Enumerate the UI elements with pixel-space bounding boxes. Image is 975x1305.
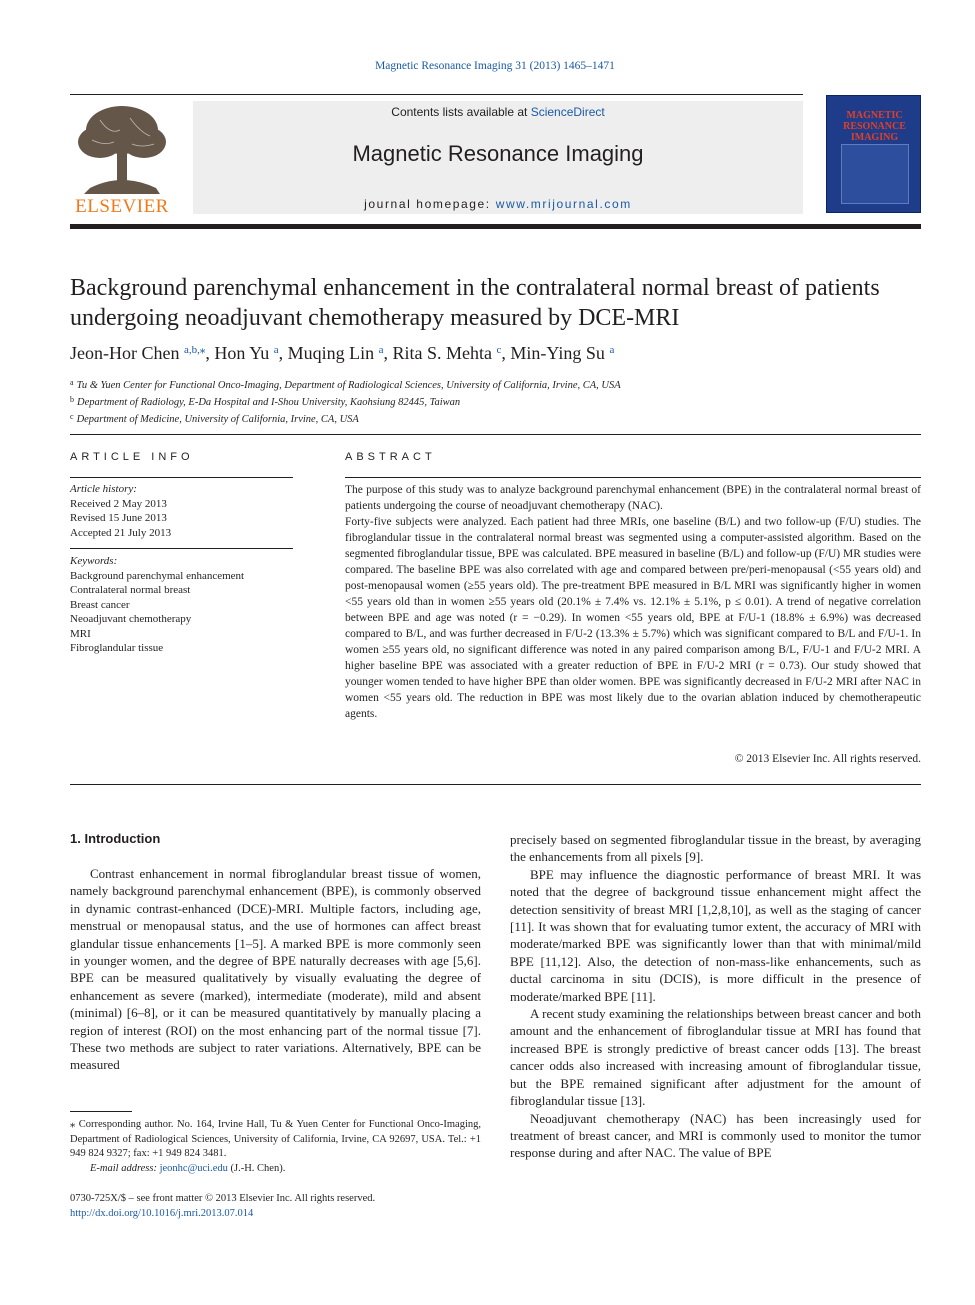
header-thick-rule bbox=[70, 224, 921, 229]
keyword-item: MRI bbox=[70, 627, 91, 640]
author-name[interactable]: Jeon-Hor Chen bbox=[70, 343, 180, 363]
page-footer bbox=[70, 1192, 570, 1221]
keyword-item: Fibroglandular tissue bbox=[70, 642, 164, 654]
author-affiliation-marker[interactable]: a bbox=[378, 344, 384, 356]
keyword-item: Background parenchymal enhancement bbox=[70, 569, 245, 582]
email-line bbox=[70, 1162, 481, 1177]
author-affiliation-marker[interactable]: a bbox=[273, 344, 279, 356]
journal-citation[interactable]: Magnetic Resonance Imaging 31 (2013) 1465–1471 bbox=[375, 60, 615, 72]
body-column-right bbox=[510, 831, 921, 1162]
author-separator: , bbox=[383, 343, 393, 363]
body-paragraph: A recent study examining the relationships between breast cancer and both amount and the enhancement of fibroglandular tissue at MRI has found that increased BPE is strongly predictive of breast cancer odds [13]. The breast cancer odds also increased with increasing amount of fibroglandular tissue, but the BPE remained significant after adjustment for the amount of fibroglandular tissue [13]. bbox=[510, 1006, 921, 1109]
journal-cover-image[interactable] bbox=[826, 95, 921, 213]
introduction-heading: 1. Introduction bbox=[70, 831, 161, 846]
email-suffix: (J.-H. Chen). bbox=[227, 1162, 286, 1174]
affiliation-marker: a bbox=[70, 378, 74, 387]
article-history bbox=[70, 482, 295, 540]
journal-title: Magnetic Resonance Imaging bbox=[352, 141, 644, 166]
body-paragraph: Neoadjuvant chemotherapy (NAC) has been increasingly used for treatment of breast cancer, and MRI is commonly used to monitor the tumor response during and after NAC. The value of BPE bbox=[510, 1110, 921, 1161]
affiliation-item bbox=[70, 376, 921, 393]
author-affiliation-marker[interactable]: a bbox=[609, 344, 615, 356]
author-name[interactable]: Rita S. Mehta bbox=[392, 343, 493, 363]
author-name[interactable]: Muqing Lin bbox=[287, 343, 375, 363]
history-item: Revised 15 June 2013 bbox=[70, 512, 167, 524]
keywords-label: Keywords: bbox=[70, 555, 118, 567]
keyword-list bbox=[70, 554, 295, 656]
body-paragraph: BPE may influence the diagnostic performance of breast MRI. It was noted that the degree of background tissue enhancement might affect the detection sensitivity of breast MRI [1,2,8,10], as well as the staging of cancer [11]. It was shown that for evaluating tumor extent, the accuracy of MRI with moderate/marked BPE was significantly lower than that with minimal/mild BPE [11,12]. Also, the detection of non-mass-like enhancements, such as ductal carcinoma in situ (DCIS), is more difficult in the presence of moderate/marked BPE [11]. bbox=[510, 866, 921, 1004]
homepage-prefix: journal homepage: bbox=[364, 197, 496, 211]
author-separator: , bbox=[278, 343, 288, 363]
article-title: Background parenchymal enhancement in the contralateral normal breast of patients undergoing neoadjuvant chemotherapy measured by DCE-MRI bbox=[70, 275, 880, 331]
body-column-left bbox=[70, 865, 481, 1074]
author-affiliation-marker[interactable]: c bbox=[496, 344, 502, 356]
abstract-paragraph: Forty-five subjects were analyzed. Each patient had three MRIs, one baseline (B/L) and two follow-up (F/U) studies. The fibroglandular tissue in the contralateral normal breast was segmented using a computer-assisted algorithm. Based on the segmented fibroglandular tissue, BPE was calculated. BPE measured in baseline (B/L) and follow-up (F/U) MR studies were compared. The baseline BPE was also correlated with age and compared between pre/peri-menopausal (<55 years old) and post-menopausal women (≥55 years old). The pre-treatment BPE measured in B/L MRI was significantly higher in women <55 years old than in women ≥55 years old (20.1% ± 7.4% vs. 12.1% ± 5.1%, p ≤ 0.01). A trend of negative correlation between BPE and age was noted (r = −0.29). In women <55 years old, BPE at F/U-1 (18.8% ± 6.9%) was decreased compared to B/L, and was further decreased in F/U-2 (13.3% ± 5.7%) which was significant compared to B/L and F/U-1. In women ≥55 years old, no significant difference was noted in any paired comparison among B/L, F/U-1 and F/U-2 MRI. A higher baseline BPE was associated with a greater reduction of BPE in F/U-2 MRI (r = 0.73). Our study showed that younger women tended to have higher BPE than older women. BPE was significantly decreased in F/U-2 MRI after NAC in women <55 years old. The reduction in BPE was most likely due to the ovarian ablation induced by chemotherapeutic agents. bbox=[345, 516, 921, 720]
abstract-body bbox=[345, 482, 921, 722]
journal-homepage bbox=[193, 197, 803, 211]
issn-line: 0730-725X/$ – see front matter © 2013 Elsevier Inc. All rights reserved. bbox=[70, 1193, 376, 1204]
author-name[interactable]: Min-Ying Su bbox=[510, 343, 605, 363]
author-separator: , bbox=[205, 343, 215, 363]
article-info-rule bbox=[70, 477, 293, 478]
abstract-heading: ABSTRACT bbox=[345, 451, 436, 463]
author-affiliation-marker[interactable]: a,b,⁎ bbox=[183, 344, 206, 356]
article-info-heading: ARTICLE INFO bbox=[70, 451, 194, 463]
footnote-rule bbox=[70, 1111, 132, 1112]
affiliation-text: Department of Radiology, E-Da Hospital and I-Shou University, Kaohsiung 82445, Taiwan bbox=[77, 397, 461, 408]
homepage-link[interactable]: www.mrijournal.com bbox=[495, 197, 632, 211]
author-separator: , bbox=[501, 343, 511, 363]
author-list bbox=[70, 343, 921, 364]
affiliation-text: Tu & Yuen Center for Functional Onco-Imaging, Department of Radiological Sciences, University of California, Irvine, CA, USA bbox=[76, 380, 621, 391]
corresponding-author-text: ⁎ Corresponding author. No. 164, Irvine Hall, Tu & Yuen Center for Functional Onco-Imaging, Department of Radiological Sciences, University of California, Irvine, CA 92697, USA. Tel.: +1 949 824 9327; fax: +1 949 824 3481. bbox=[70, 1119, 481, 1159]
affiliation-item bbox=[70, 410, 921, 427]
elsevier-wordmark: ELSEVIER bbox=[75, 196, 169, 217]
abstract-bottom-rule bbox=[70, 784, 921, 785]
header-top-rule bbox=[70, 94, 803, 95]
affiliation-marker: c bbox=[70, 412, 74, 421]
contents-line bbox=[193, 105, 803, 119]
doi-link[interactable]: http://dx.doi.org/10.1016/j.mri.2013.07.014 bbox=[70, 1207, 254, 1219]
email-label: E-mail address: bbox=[90, 1162, 160, 1174]
contents-prefix: Contents lists available at bbox=[391, 105, 531, 119]
keywords-rule bbox=[70, 548, 293, 549]
email-link[interactable]: jeonhc@uci.edu bbox=[159, 1162, 228, 1174]
abstract-paragraph: The purpose of this study was to analyze background parenchymal enhancement (BPE) in the contralateral normal breast of patients undergoing the course of neoadjuvant chemotherapy (NAC). bbox=[345, 484, 921, 512]
history-item: Accepted 21 July 2013 bbox=[70, 526, 172, 539]
keyword-item: Contralateral normal breast bbox=[70, 584, 191, 596]
affiliation-list bbox=[70, 376, 921, 427]
keyword-item: Neoadjuvant chemotherapy bbox=[70, 613, 192, 625]
affiliation-item bbox=[70, 393, 921, 410]
body-paragraph: Contrast enhancement in normal fibroglandular breast tissue of women, namely background parenchymal enhancement (BPE), is commonly observed in dynamic contrast-enhanced (DCE)-MRI. Multiple factors, including age, menstrual or menopausal status, and the use of hormones can affect breast glandular tissue enhancements [1–5]. A marked BPE is more commonly seen in younger women, and the degree of BPE naturally decreases with age [5,6]. BPE can be measured qualitatively by visually evaluating the degree of enhancement as severe (marked), intermediate (moderate), mild and absent (minimal) [6–8], or it can be measured quantitatively by manually placing a region of interest (ROI) on the most enhancing part of the normal tissue [7]. These two methods are subject to rater variations. Alternatively, BPE can be measured bbox=[70, 866, 481, 1073]
keyword-item: Breast cancer bbox=[70, 598, 130, 611]
cover-artwork bbox=[841, 144, 909, 204]
abstract-rule bbox=[345, 477, 921, 478]
author-name[interactable]: Hon Yu bbox=[214, 343, 270, 363]
cover-title: MAGNETIC RESONANCE IMAGING bbox=[843, 110, 906, 143]
affiliation-rule bbox=[70, 434, 921, 435]
corresponding-author-footnote bbox=[70, 1118, 481, 1176]
abstract-copyright: © 2013 Elsevier Inc. All rights reserved. bbox=[734, 753, 921, 765]
sciencedirect-link[interactable]: ScienceDirect bbox=[530, 105, 605, 119]
history-item: Received 2 May 2013 bbox=[70, 497, 167, 510]
history-label: Article history: bbox=[70, 483, 137, 495]
body-paragraph: precisely based on segmented fibroglandular tissue in the breast, by averaging the enhancements from all pixels [9]. bbox=[510, 832, 921, 865]
affiliation-text: Department of Medicine, University of California, Irvine, CA, USA bbox=[76, 414, 359, 425]
affiliation-marker: b bbox=[70, 395, 74, 404]
